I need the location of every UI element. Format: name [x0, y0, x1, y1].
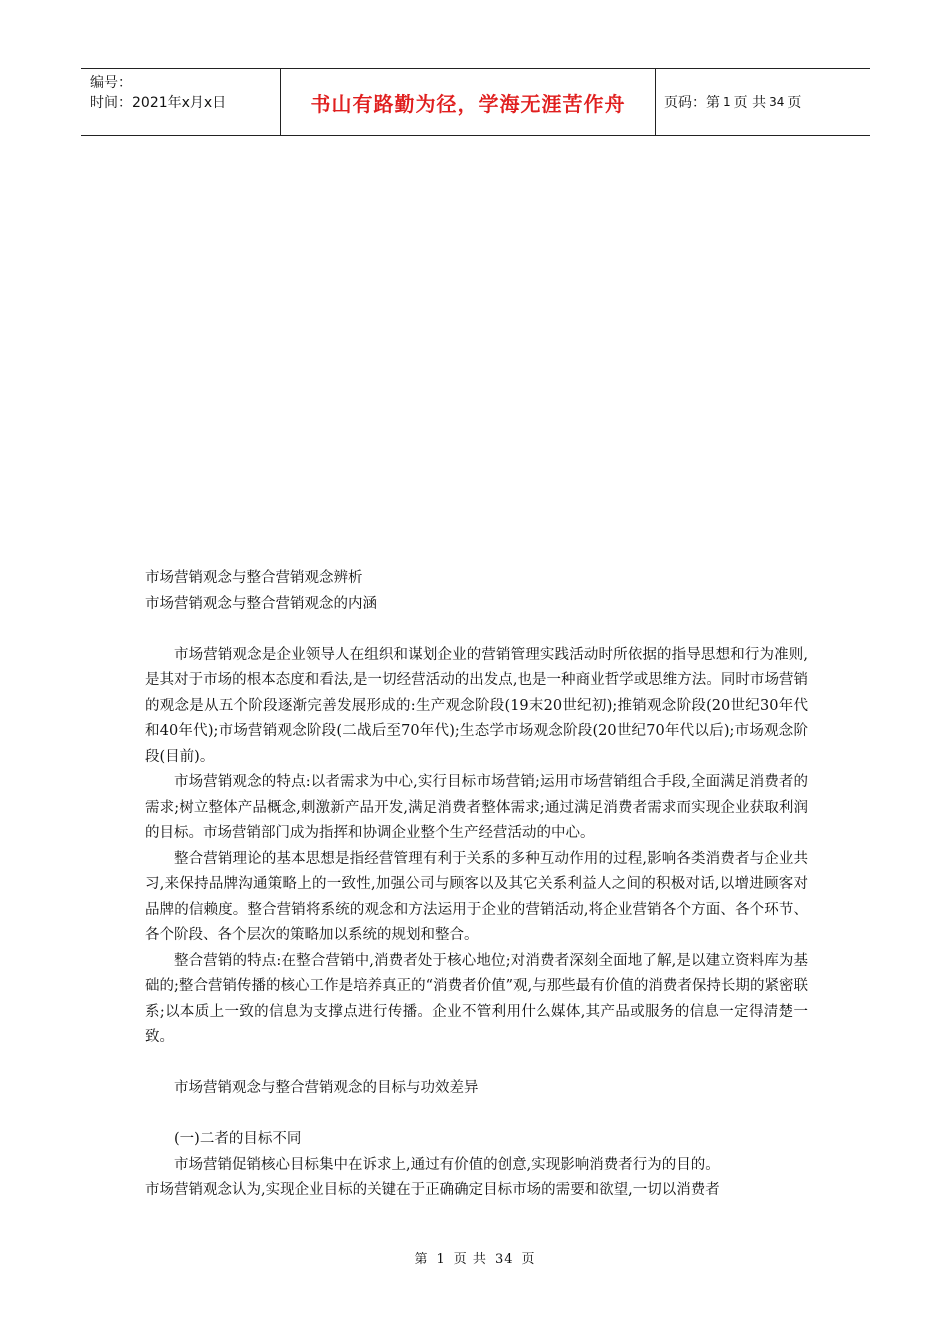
paragraph-6: 市场营销观念认为,实现企业目标的关键在于正确确定目标市场的需要和欲望,一切以消费者 — [145, 1182, 720, 1198]
footer-prefix: 第 — [414, 1252, 429, 1267]
header-page-current: 1 — [723, 95, 731, 109]
header-page-suffix: 页 — [787, 95, 802, 111]
spacer — [145, 1102, 808, 1128]
header-page-total: 34 — [769, 95, 785, 109]
document-body — [145, 566, 808, 1204]
document-subtitle: 市场营销观念与整合营销观念的内涵 — [145, 595, 377, 612]
paragraph-5: 市场营销促销核心目标集中在诉求上,通过有价值的创意,实现影响消费者行为的目的。 — [174, 1156, 720, 1173]
paragraph-3: 整合营销理论的基本思想是指经营管理有利于关系的多种互动作用的过程,影响各类消费者与企业共习,来保持品牌沟通策略上的一致性,加强公司与顾客以及其它关系利益人之间的积极对话,以增进顾客对品牌的信赖度。整合营销将系统的观念和方法运用于企业的营销活动,将企业营销各个方面、各个环节、各个阶段、各个层次的策略加以系统的规划和整合。 — [145, 850, 808, 943]
header-motto-cell — [281, 69, 656, 135]
header-page-prefix: 页码：第 — [664, 95, 720, 111]
spacer — [145, 617, 808, 643]
header-page-cell — [656, 69, 870, 135]
document-title: 市场营销观念与整合营销观念辨析 — [145, 570, 363, 586]
footer-middle: 页 共 — [453, 1252, 487, 1267]
page-header — [81, 68, 870, 136]
paragraph-1: 市场营销观念是企业领导人在组织和谋划企业的营销管理实践活动时所依据的指导思想和行为准则,是其对于市场的根本态度和看法,是一切经营活动的出发点,也是一种商业哲学或思维方法。同时市场营销的观念是从五个阶段逐渐完善发展形成的:生产观念阶段(19末20世纪初);推销观念阶段(20世纪30年代和40年代);市场营销观念阶段(二战后至70年代);生态学市场观念阶段(20世纪70年代以后);市场观念阶段(目前)。 — [145, 646, 808, 765]
footer-total-pages: 34 — [494, 1252, 514, 1267]
page-footer — [0, 1248, 950, 1267]
footer-suffix: 页 — [521, 1252, 536, 1267]
header-page-middle: 页 共 — [733, 95, 767, 111]
paragraph-2: 市场营销观念的特点:以者需求为中心,实行目标市场营销;运用市场营销组合手段,全面满足消费者的需求;树立整体产品概念,刺激新产品开发,满足消费者整体需求;通过满足消费者需求而实现企业获取利润的目标。市场营销部门成为指挥和协调企业整个生产经营活动的中心。 — [145, 774, 808, 841]
header-meta-cell — [81, 69, 281, 135]
section-heading: 市场营销观念与整合营销观念的目标与功效差异 — [174, 1080, 479, 1096]
document-number-label: 编号： — [90, 75, 132, 91]
document-time-label: 时间：2021年x月x日 — [90, 95, 227, 111]
spacer — [145, 1051, 808, 1077]
header-motto: 书山有路勤为径，学海无涯苦作舟 — [310, 91, 626, 116]
footer-current-page: 1 — [436, 1252, 446, 1267]
paragraph-4: 整合营销的特点:在整合营销中,消费者处于核心地位;对消费者深刻全面地了解,是以建立资料库为基础的;整合营销传播的核心工作是培养真正的“消费者价值”观,与那些最有价值的消费者保持长期的紧密联系;以本质上一致的信息为支撑点进行传播。企业不管利用什么媒体,其产品或服务的信息一定得清楚一致。 — [145, 952, 808, 1045]
sub-heading: (一)二者的目标不同 — [174, 1131, 302, 1147]
